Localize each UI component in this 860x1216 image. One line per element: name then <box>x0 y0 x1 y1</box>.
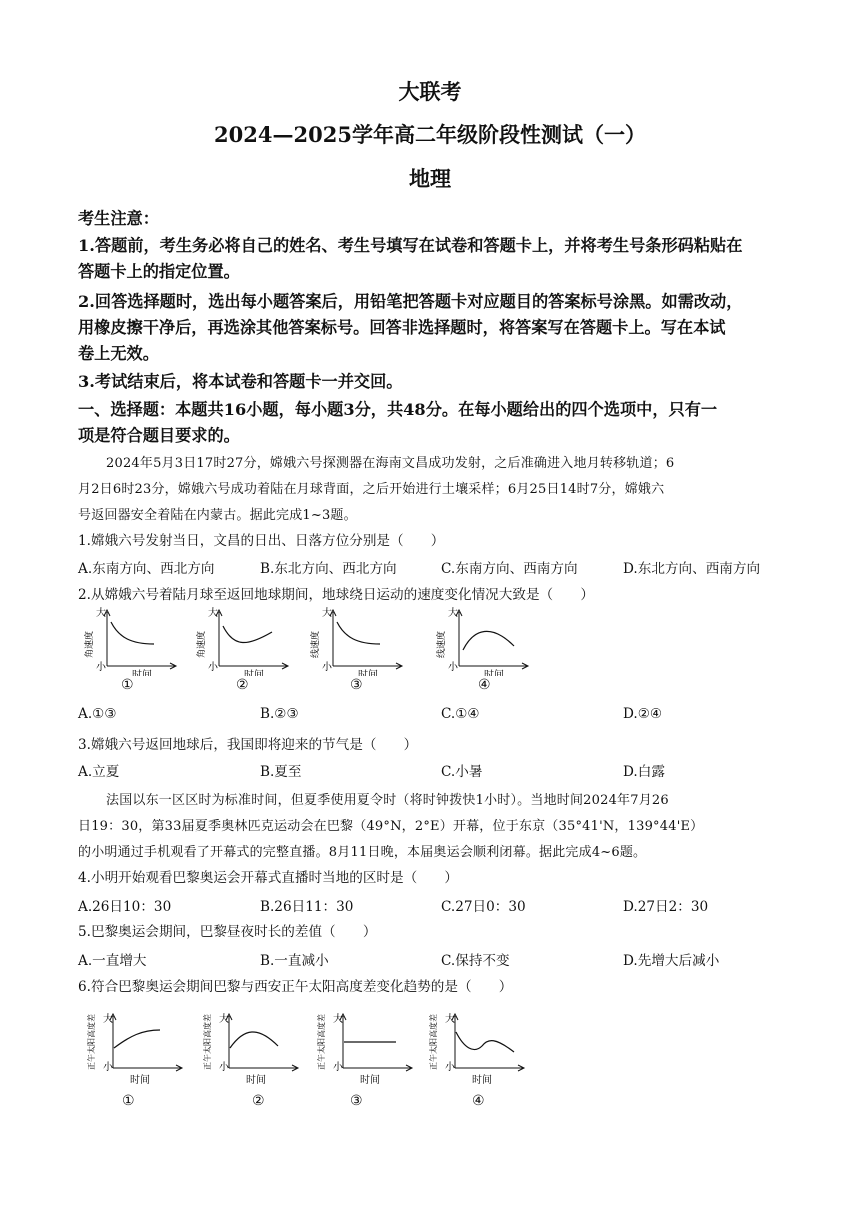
svg-text:大: 大 <box>333 1014 343 1025</box>
notice-heading: 考生注意： <box>78 209 159 228</box>
svg-text:正午太阳高度差: 正午太阳高度差 <box>87 1014 96 1070</box>
q1-option-d: D.东北方向、西南方向 <box>623 561 761 577</box>
svg-text:大: 大 <box>448 608 458 619</box>
q6-graph-4 <box>422 1008 532 1092</box>
svg-text:正午太阳高度差: 正午太阳高度差 <box>429 1014 438 1070</box>
notice-item-1a: 1.答题前，考生务必将自己的姓名、考生号填写在试卷和答题卡上，并将考生号条形码粘贴在 <box>78 236 743 255</box>
q2-graph-3 <box>310 606 410 680</box>
svg-text:小: 小 <box>445 1062 455 1073</box>
svg-text:时间: 时间 <box>358 670 378 676</box>
notice-item-3: 3.考试结束后，将本试卷和答题卡一并交回。 <box>78 372 403 391</box>
q6-graph-2-number: ② <box>252 1093 265 1109</box>
q2-option-b: B.②③ <box>260 706 299 722</box>
q4-option-c: C.27日0：30 <box>441 899 526 915</box>
q2-graph-1 <box>84 606 184 680</box>
q6-graph-1-number: ① <box>122 1093 135 1109</box>
svg-text:时间: 时间 <box>246 1075 266 1086</box>
svg-text:线速度: 线速度 <box>437 630 447 658</box>
q4-stem: 4.小明开始观看巴黎奥运会开幕式直播时当地的区时是（ ） <box>78 870 458 886</box>
q2-stem: 2.从嫦娥六号着陆月球至返回地球期间，地球绕日运动的速度变化情况大致是（ ） <box>78 587 594 603</box>
q3-option-a: A.立夏 <box>78 764 120 780</box>
svg-text:小: 小 <box>333 1062 343 1073</box>
q6-graph-3 <box>310 1008 420 1092</box>
q5-option-d: D.先增大后减小 <box>623 953 720 969</box>
q1-stem: 1.嫦娥六号发射当日，文昌的日出、日落方位分别是（ ） <box>78 533 445 549</box>
passage2-line3: 的小明通过手机观看了开幕式的完整直播。8月11日晚，本届奥运会顺利闭幕。据此完成4~6题。 <box>78 845 647 860</box>
subject-title: 地理 <box>409 166 451 191</box>
exam-org-title: 大联考 <box>398 79 462 104</box>
q3-option-c: C.小暑 <box>441 764 483 780</box>
q6-graph-4-number: ④ <box>472 1093 485 1109</box>
passage2-line2: 日19：30，第33届夏季奥林匹克运动会在巴黎（49°N，2°E）开幕，位于东京（35°41'N，139°44'E） <box>78 819 704 834</box>
q3-option-b: B.夏至 <box>260 764 302 780</box>
svg-text:大: 大 <box>445 1014 455 1025</box>
q2-option-d: D.②④ <box>623 706 663 722</box>
q5-option-b: B.一直减小 <box>260 953 329 969</box>
svg-text:角速度: 角速度 <box>197 630 207 658</box>
svg-text:小: 小 <box>103 1062 113 1073</box>
q2-graph-3-number: ③ <box>350 677 363 693</box>
q4-option-a: A.26日10：30 <box>78 899 172 915</box>
svg-text:小: 小 <box>448 662 458 673</box>
section1-heading-a: 一、选择题：本题共16小题，每小题3分，共48分。在每小题给出的四个选项中，只有一 <box>78 400 718 419</box>
svg-text:时间: 时间 <box>484 670 504 676</box>
passage1-line3: 号返回器安全着陆在内蒙古。据此完成1~3题。 <box>78 508 357 523</box>
q1-option-a: A.东南方向、西北方向 <box>78 561 215 577</box>
q5-stem: 5.巴黎奥运会期间，巴黎昼夜时长的差值（ ） <box>78 924 377 940</box>
notice-item-2c: 卷上无效。 <box>78 344 159 363</box>
svg-text:大: 大 <box>219 1014 229 1025</box>
axis-y-label: 角速度 <box>85 630 95 658</box>
q5-option-a: A.一直增大 <box>78 953 147 969</box>
q3-option-d: D.白露 <box>623 764 665 780</box>
q2-graph-2 <box>196 606 296 680</box>
svg-text:大: 大 <box>103 1014 113 1025</box>
svg-text:正午太阳高度差: 正午太阳高度差 <box>317 1014 326 1070</box>
axis-top-label: 大 <box>96 608 106 619</box>
q6-stem: 6.符合巴黎奥运会期间巴黎与西安正午太阳高度差变化趋势的是（ ） <box>78 979 513 995</box>
svg-text:线速度: 线速度 <box>311 630 321 658</box>
svg-text:大: 大 <box>322 608 332 619</box>
q4-option-b: B.26日11：30 <box>260 899 354 915</box>
svg-text:小: 小 <box>219 1062 229 1073</box>
q2-option-c: C.①④ <box>441 706 480 722</box>
passage1-line2: 月2日6时23分，嫦娥六号成功着陆在月球背面，之后开始进行土壤采样；6月25日14时7分，嫦娥六 <box>78 482 665 497</box>
q2-option-a: A.①③ <box>78 706 117 722</box>
passage1-line1: 2024年5月3日17时27分，嫦娥六号探测器在海南文昌成功发射，之后准确进入地月转移轨道；6 <box>106 456 675 471</box>
axis-x-label: 时间 <box>132 670 152 676</box>
svg-text:时间: 时间 <box>472 1075 492 1086</box>
q5-option-c: C.保持不变 <box>441 953 510 969</box>
svg-text:时间: 时间 <box>360 1075 380 1086</box>
q2-graph-4-number: ④ <box>478 677 491 693</box>
svg-text:小: 小 <box>208 662 218 673</box>
q6-graph-3-number: ③ <box>350 1093 363 1109</box>
q4-option-d: D.27日2：30 <box>623 899 709 915</box>
svg-text:时间: 时间 <box>244 670 264 676</box>
notice-item-2a: 2.回答选择题时，选出每小题答案后，用铅笔把答题卡对应题目的答案标号涂黑。如需改动， <box>78 292 743 311</box>
q6-graph-1 <box>80 1008 190 1092</box>
svg-text:大: 大 <box>208 608 218 619</box>
q3-stem: 3.嫦娥六号返回地球后，我国即将迎来的节气是（ ） <box>78 737 418 753</box>
q2-graph-1-number: ① <box>121 677 134 693</box>
exam-title: 2024—2025学年高二年级阶段性测试（一） <box>214 122 646 147</box>
svg-text:时间: 时间 <box>130 1075 150 1086</box>
q1-option-b: B.东北方向、西北方向 <box>260 561 397 577</box>
q2-graph-4 <box>436 606 536 680</box>
notice-item-2b: 用橡皮擦干净后，再选涂其他答案标号。回答非选择题时，将答案写在答题卡上。写在本试 <box>78 318 726 337</box>
passage2-line1: 法国以东一区区时为标准时间，但夏季使用夏令时（将时钟拨快1小时）。当地时间2024年7月26 <box>106 793 669 808</box>
notice-item-1b: 答题卡上的指定位置。 <box>78 262 240 281</box>
axis-bottom-label: 小 <box>96 662 106 673</box>
section1-heading-b: 项是符合题目要求的。 <box>78 426 240 445</box>
q6-graph-2 <box>196 1008 306 1092</box>
svg-text:小: 小 <box>322 662 332 673</box>
q2-graph-2-number: ② <box>236 677 249 693</box>
svg-text:正午太阳高度差: 正午太阳高度差 <box>203 1014 212 1070</box>
q1-option-c: C.东南方向、西南方向 <box>441 561 578 577</box>
